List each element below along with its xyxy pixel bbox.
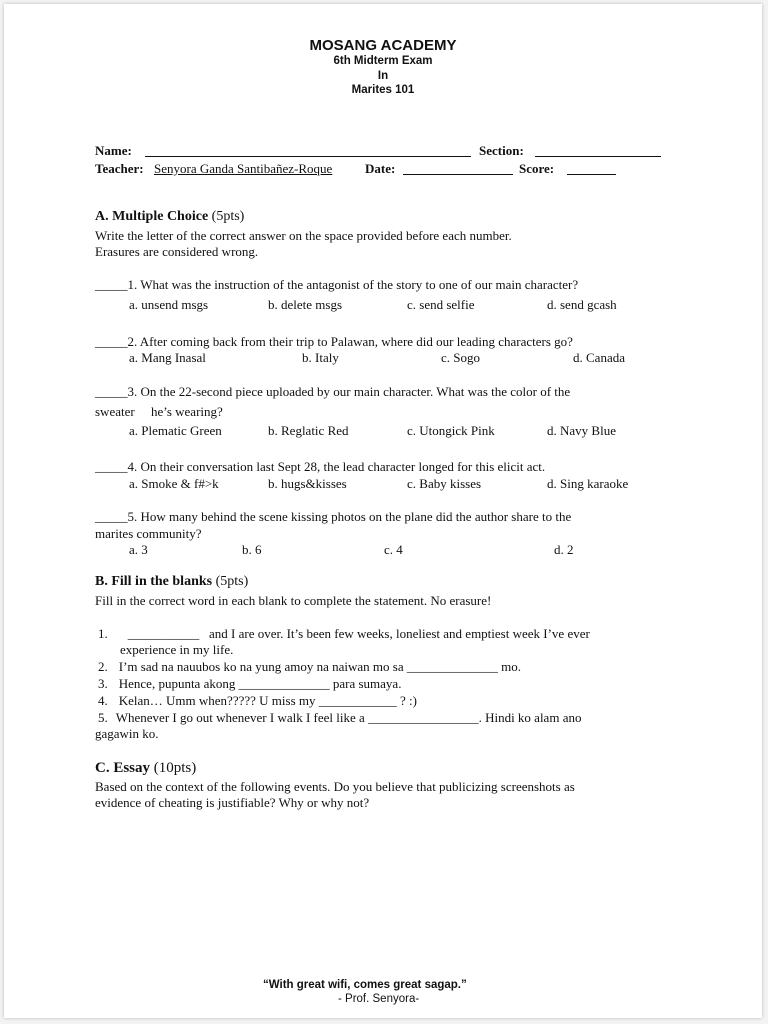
question-text: 1. What was the instruction of the antagonist of the story to one of our main character?	[127, 277, 579, 292]
choice-c: c. 4	[384, 542, 403, 557]
teacher-name: Senyora Ganda Santibañez-Roque	[154, 161, 333, 176]
part-b-points: (5pts)	[215, 574, 249, 589]
item-text: mo.	[501, 659, 521, 674]
question-5	[95, 509, 571, 525]
choice-c: c. Baby kisses	[407, 476, 482, 491]
answer-blank[interactable]: _____	[95, 384, 128, 399]
answer-blank[interactable]: _____	[95, 459, 128, 474]
fill-item-3	[98, 676, 401, 692]
question-text-cont: marites community?	[95, 526, 202, 541]
item-number: 3.	[98, 676, 108, 691]
choice-c: c. Utongick Pink	[407, 423, 495, 438]
question-text: 3. On the 22-second piece uploaded by our main character. What was the color of the	[127, 384, 571, 399]
choice-b: b. delete msgs	[268, 297, 343, 312]
name-field[interactable]	[145, 156, 471, 157]
item-number: 2.	[98, 659, 108, 674]
footer-author: - Prof. Senyora-	[338, 993, 420, 1005]
item-number: 1.	[98, 626, 108, 641]
question-text-cont: sweater he’s wearing?	[95, 404, 223, 419]
footer-quote: “With great wifi, comes great sagap.”	[263, 979, 467, 991]
item-text-cont: experience in my life.	[120, 642, 234, 657]
question-2	[95, 334, 573, 350]
choice-a: a. Mang Inasal	[129, 350, 206, 365]
question-4	[95, 459, 545, 475]
part-b-instruction: Fill in the correct word in each blank to complete the statement. No erasure!	[95, 593, 492, 608]
part-a-instruction-2: Erasures are considered wrong.	[95, 244, 259, 259]
fill-item-4	[98, 693, 417, 709]
choice-d: d. Canada	[573, 350, 625, 365]
fill-item-5	[98, 710, 581, 726]
choice-d: d. 2	[554, 542, 574, 557]
question-3	[95, 384, 570, 400]
item-text-cont: gagawin ko.	[95, 726, 159, 741]
fill-blank[interactable]: _________________	[368, 710, 479, 725]
part-b-title: B. Fill in the blanks	[95, 574, 213, 589]
item-text: and I are over. It’s been few weeks, loneliest and emptiest week I’ve ever	[209, 626, 590, 641]
part-b-heading	[95, 574, 248, 590]
choice-b: b. Reglatic Red	[268, 423, 349, 438]
item-text: Kelan… Umm when????? U miss my	[118, 693, 316, 708]
choice-b: b. hugs&kisses	[268, 476, 347, 491]
exam-page	[4, 4, 762, 1018]
essay-answer-area[interactable]	[95, 819, 671, 969]
part-c-heading	[95, 760, 196, 777]
item-text: Hence, pupunta akong	[118, 676, 236, 691]
choice-d: d. send gcash	[547, 297, 617, 312]
question-text: 2. After coming back from their trip to Palawan, where did our leading characters go?	[127, 334, 573, 349]
fill-blank[interactable]: ______________	[238, 676, 330, 691]
fill-blank[interactable]: ___________	[127, 626, 200, 641]
choice-a: a. Plematic Green	[129, 423, 222, 438]
choice-a: a. 3	[129, 542, 148, 557]
choice-c: c. Sogo	[441, 350, 480, 365]
choice-c: c. send selfie	[407, 297, 475, 312]
part-a-title: A. Multiple Choice	[95, 209, 209, 224]
choice-d: d. Sing karaoke	[547, 476, 629, 491]
part-c-title: C. Essay	[95, 760, 151, 776]
section-field[interactable]	[535, 156, 661, 157]
question-1	[95, 277, 578, 293]
question-text: 5. How many behind the scene kissing photos on the plane did the author share to the	[127, 509, 572, 524]
essay-prompt-1: Based on the context of the following events. Do you believe that publicizing screenshots as	[95, 779, 575, 794]
item-text: ? :)	[400, 693, 417, 708]
part-a-heading	[95, 209, 244, 225]
score-label: Score:	[519, 161, 555, 176]
name-label: Name:	[95, 143, 132, 158]
choice-a: a. Smoke & f#>k	[129, 476, 219, 491]
fill-blank[interactable]: ______________	[406, 659, 498, 674]
essay-prompt-2: evidence of cheating is justifiable? Why or why not?	[95, 795, 370, 810]
item-text: I’m sad na nauubos ko na yung amoy na naiwan mo sa	[118, 659, 404, 674]
part-a-points: (5pts)	[211, 209, 245, 224]
item-number: 4.	[98, 693, 108, 708]
school-name: MOSANG ACADEMY	[309, 37, 457, 54]
item-text: Whenever I go out whenever I walk I feel like a	[115, 710, 365, 725]
score-field[interactable]	[567, 174, 616, 175]
exam-title: 6th Midterm Exam	[333, 55, 433, 67]
fill-blank[interactable]: ____________	[318, 693, 397, 708]
date-label: Date:	[365, 161, 396, 176]
section-label: Section:	[479, 143, 524, 158]
date-field[interactable]	[403, 174, 513, 175]
part-c-points: (10pts)	[153, 760, 197, 776]
part-a-instruction-1: Write the letter of the correct answer on the space provided before each number.	[95, 228, 512, 243]
choice-a: a. unsend msgs	[129, 297, 209, 312]
answer-blank[interactable]: _____	[95, 277, 128, 292]
question-text: 4. On their conversation last Sept 28, the lead character longed for this elicit act.	[127, 459, 546, 474]
item-number: 5.	[98, 710, 108, 725]
choice-d: d. Navy Blue	[547, 423, 616, 438]
teacher-label: Teacher:	[95, 161, 144, 176]
answer-blank[interactable]: _____	[95, 509, 128, 524]
item-text: . Hindi ko alam ano	[478, 710, 582, 725]
exam-in: In	[377, 70, 389, 82]
subject-name: Marites 101	[351, 84, 415, 96]
answer-blank[interactable]: _____	[95, 334, 128, 349]
fill-item-2	[98, 659, 521, 675]
choice-b: b. Italy	[302, 350, 339, 365]
fill-item-1	[98, 626, 590, 642]
item-text: para sumaya.	[332, 676, 402, 691]
choice-b: b. 6	[242, 542, 262, 557]
